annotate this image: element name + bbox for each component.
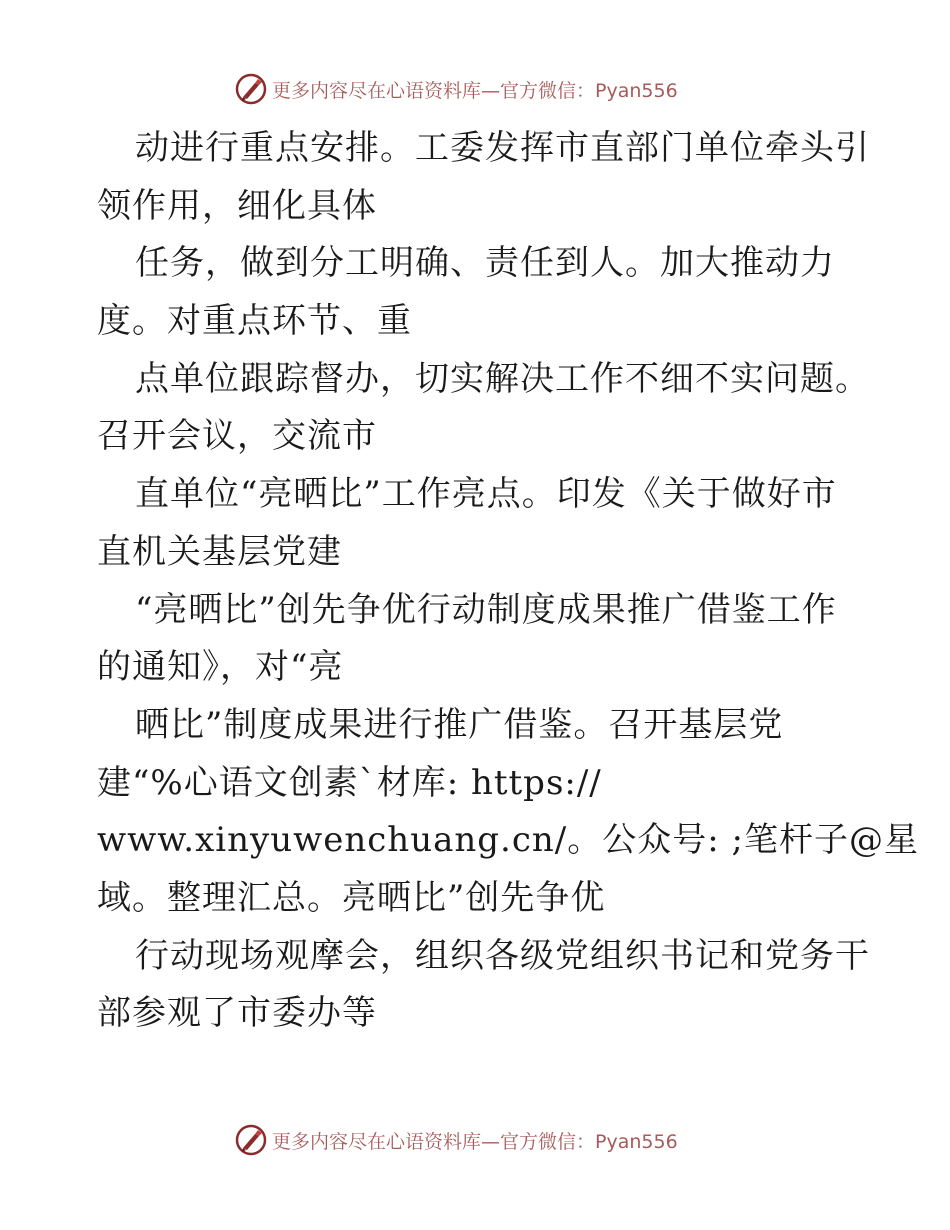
- paragraph-line: 任务，做到分工明确、责任到人。加大推动力: [135, 243, 835, 284]
- paragraph-line: “亮晒比”创先争优行动制度成果推广借鉴工作: [135, 589, 837, 630]
- paragraph-line: 直单位“亮晒比”工作亮点。印发《关于做好市: [135, 474, 837, 515]
- paragraph-line: 的通知》，对“亮: [97, 647, 344, 688]
- paragraph-line: 点单位跟踪督办，切实解决工作不细不实问题。: [135, 358, 870, 399]
- footer-banner-text: 更多内容尽在心语资料库—官方微信：Pyan556: [272, 1130, 678, 1153]
- paragraph-line: 行动现场观摩会，组织各级党组织书记和党务干: [135, 935, 870, 976]
- paragraph-line: 领作用，细化具体: [97, 185, 377, 226]
- header-banner: [234, 72, 678, 106]
- paragraph-line: 直机关基层党建: [97, 531, 342, 572]
- pen-logo-icon: [234, 1123, 268, 1157]
- paragraph-line: 度。对重点环节、重: [97, 301, 412, 342]
- paragraph-line: 建“%心语文创素`材库: https://: [97, 762, 602, 803]
- document-body: [97, 120, 919, 1043]
- paragraph-line: 晒比”制度成果进行推广借鉴。召开基层党: [135, 704, 784, 745]
- paragraph-line: 域。整理汇总。亮晒比”创先争优: [97, 877, 606, 918]
- pen-logo-icon: [234, 72, 268, 106]
- paragraph-line: 部参观了市委办等: [97, 993, 377, 1034]
- paragraph-line: www.xinyuwenchuang.cn/。公众号: ;笔杆子@星: [97, 820, 919, 861]
- header-banner-text: 更多内容尽在心语资料库—官方微信：Pyan556: [272, 79, 678, 102]
- paragraph-line: 召开会议，交流市: [97, 416, 377, 457]
- paragraph-line: 动进行重点安排。工委发挥市直部门单位牵头引: [135, 128, 870, 168]
- footer-banner: [234, 1123, 678, 1157]
